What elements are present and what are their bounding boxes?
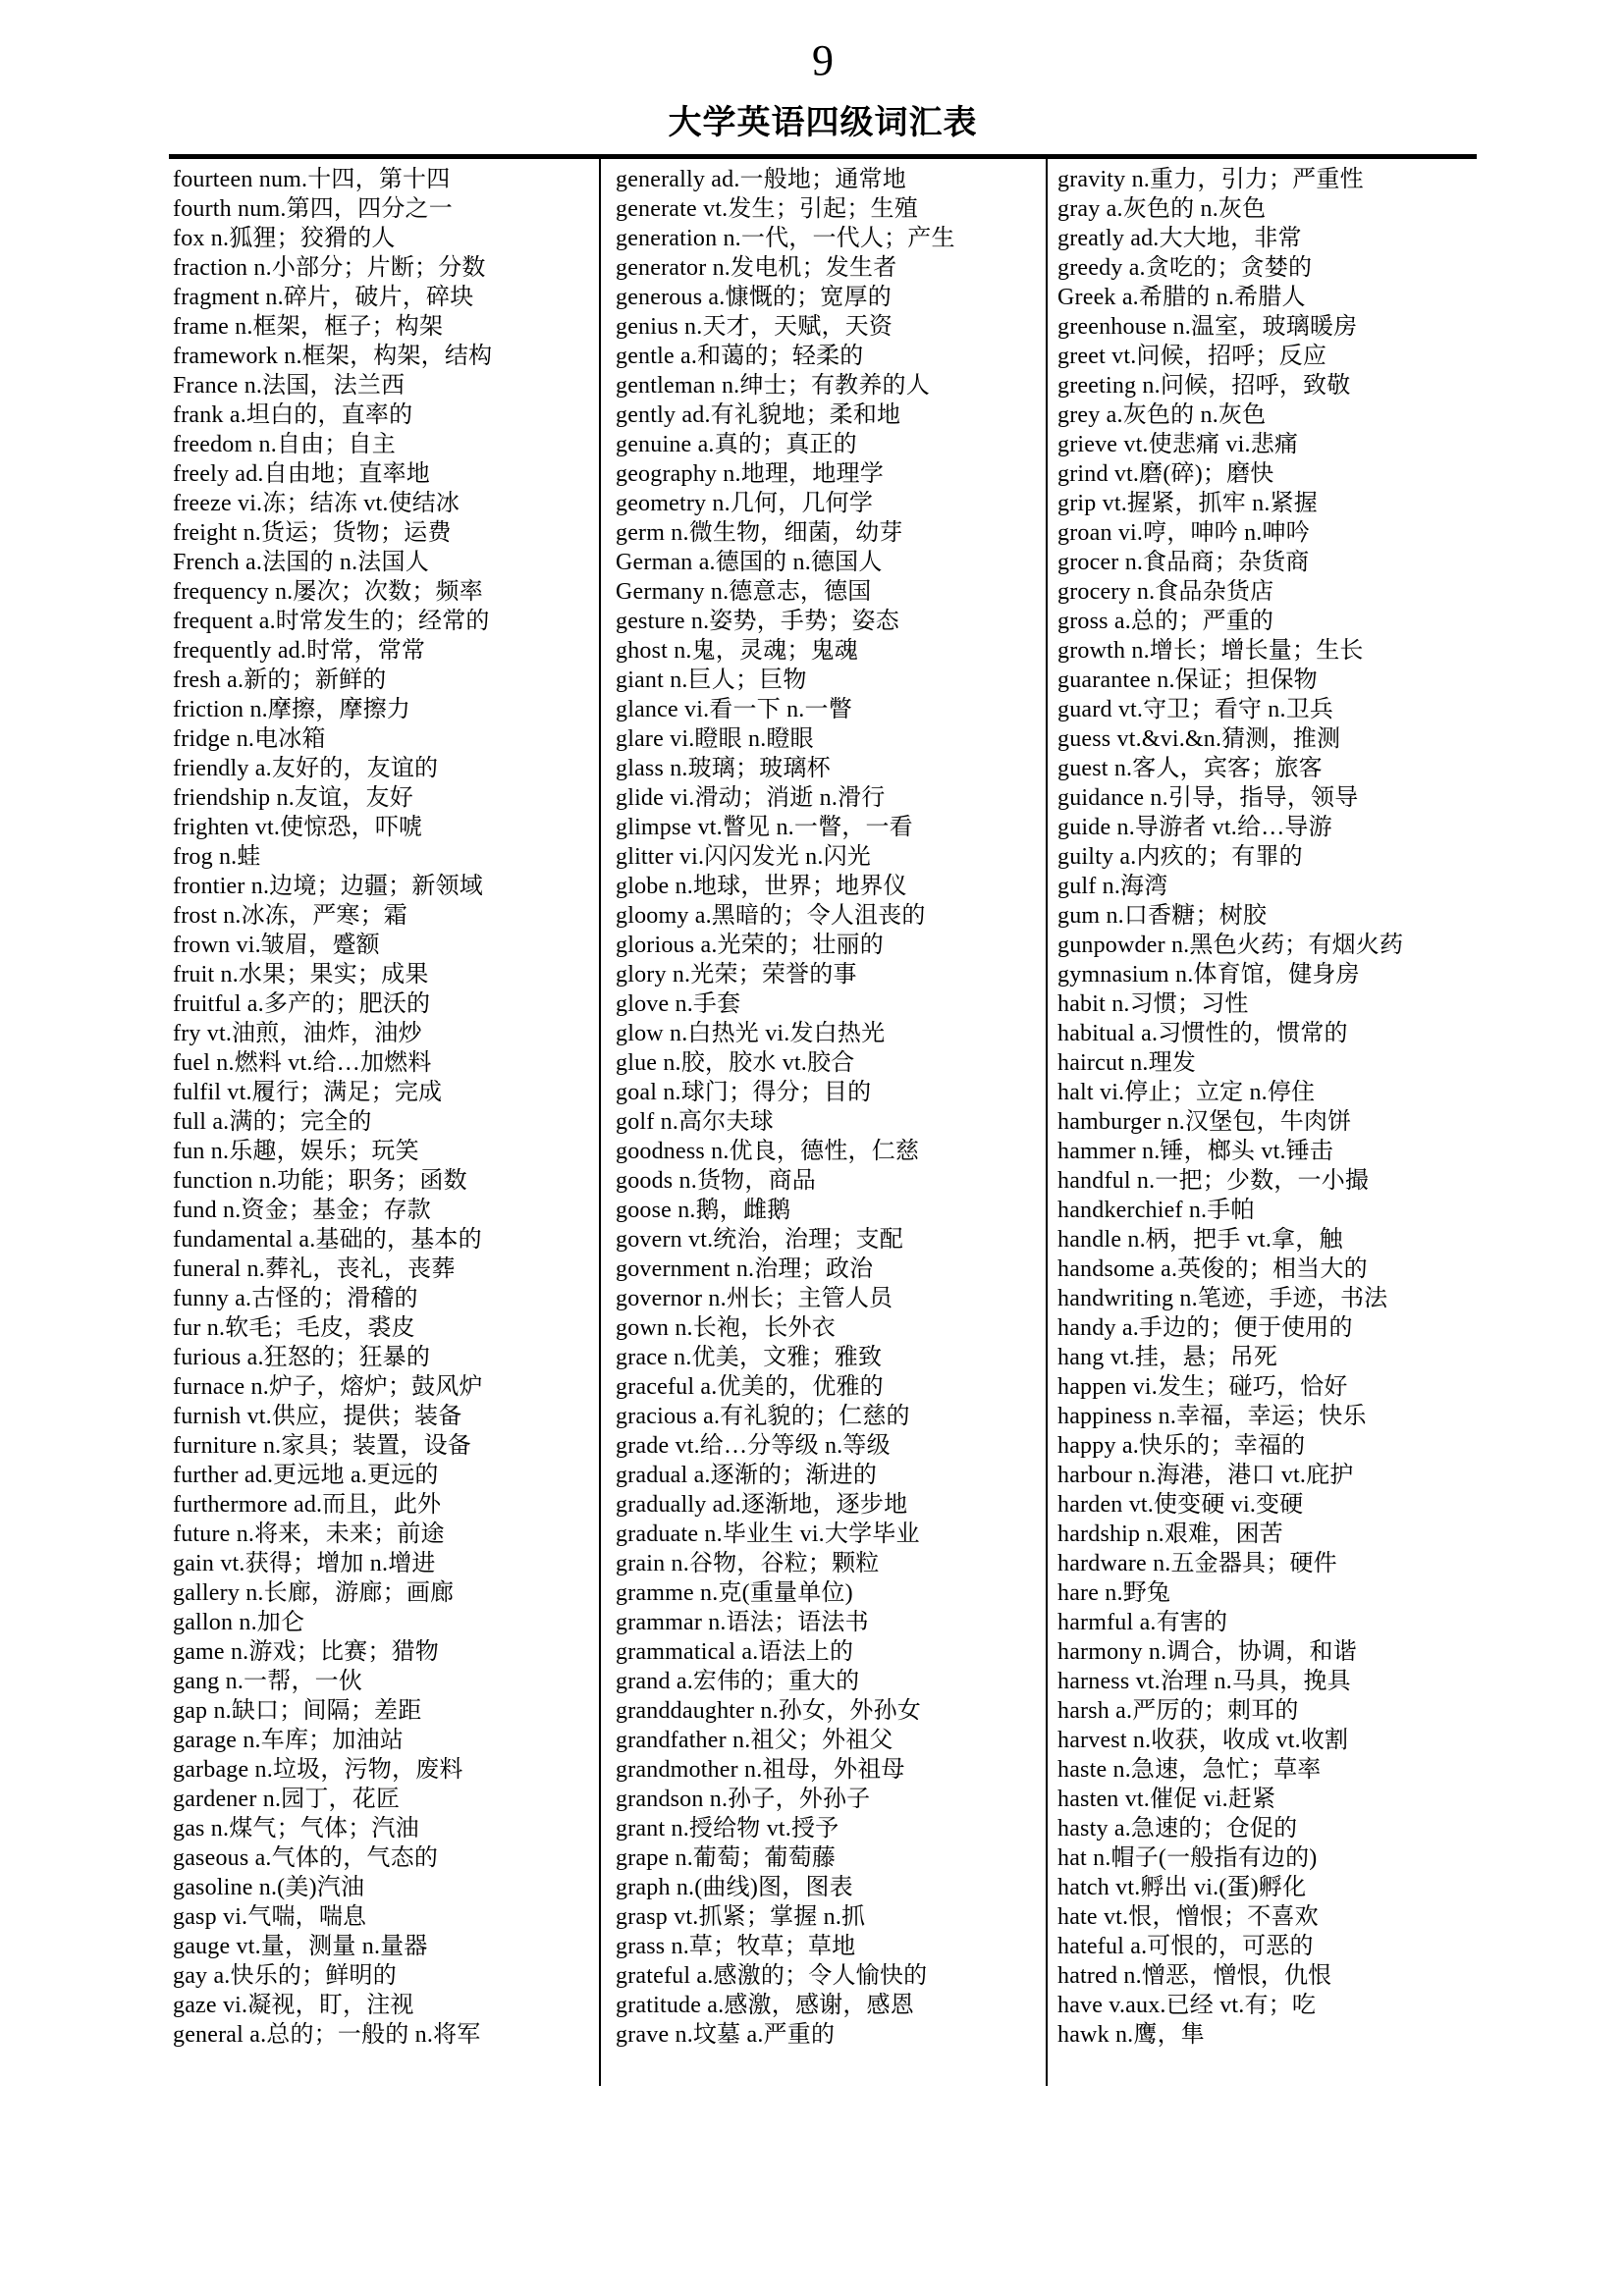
vocab-entry: gaze vi.凝视，盯，注视 [173, 1993, 414, 2018]
vocab-entry: grandmother n.祖母，外祖母 [616, 1757, 905, 1783]
vocab-entry: France n.法国，法兰西 [173, 373, 406, 399]
vocab-entry: gap n.缺口；间隔；差距 [173, 1698, 422, 1724]
vocab-entry: gown n.长袍，长外衣 [616, 1315, 836, 1341]
vocab-entry: hang vt.挂，悬；吊死 [1057, 1345, 1278, 1370]
vocab-entry: graduate n.毕业生 vi.大学毕业 [616, 1522, 920, 1547]
vocab-entry: fuel n.燃料 vt.给…加燃料 [173, 1050, 432, 1076]
vocab-entry: graceful a.优美的，优雅的 [616, 1374, 884, 1400]
vocab-entry: furthermore ad.而且，此外 [173, 1492, 442, 1518]
vocab-entry: goods n.货物，商品 [616, 1168, 816, 1194]
vocab-entry: hawk n.鹰，隼 [1057, 2022, 1205, 2048]
vocab-entry: furnish vt.供应，提供；装备 [173, 1404, 462, 1429]
vocab-entry: hate vt.恨，憎恨；不喜欢 [1057, 1904, 1319, 1930]
vocab-entry: gum n.口香糖；树胶 [1057, 903, 1268, 929]
vocab-entry: generally ad.一般地；通常地 [616, 167, 906, 192]
vocab-entry: graph n.(曲线)图，图表 [616, 1875, 853, 1900]
vocab-entry: guarantee n.保证；担保物 [1057, 667, 1318, 693]
vocab-entry: gentleman n.绅士；有教养的人 [616, 373, 930, 399]
vocab-entry: harvest n.收获，收成 vt.收割 [1057, 1728, 1349, 1753]
vocab-entry: gymnasium n.体育馆，健身房 [1057, 962, 1360, 988]
vocab-entry: glory n.光荣；荣誉的事 [616, 962, 857, 988]
vocab-entry: geography n.地理，地理学 [616, 461, 884, 487]
vocab-entry: generation n.一代，一代人；产生 [616, 226, 955, 251]
vocab-entry: frighten vt.使惊恐，吓唬 [173, 815, 423, 840]
vocab-entry: grade vt.给…分等级 n.等级 [616, 1433, 891, 1459]
vocab-entry: frequency n.屡次；次数；频率 [173, 579, 483, 605]
vocab-entry: grasp vt.抓紧；掌握 n.抓 [616, 1904, 866, 1930]
vocab-entry: handkerchief n.手帕 [1057, 1198, 1255, 1223]
vocab-entry: freeze vi.冻；结冻 vt.使结冰 [173, 491, 460, 516]
vocab-table [169, 154, 1477, 2086]
vocab-entry: furniture n.家具；装置，设备 [173, 1433, 471, 1459]
vocab-entry: guidance n.引导，指导，领导 [1057, 785, 1359, 811]
vocab-entry: fridge n.电冰箱 [173, 726, 326, 752]
vocab-entry: frog n.蛙 [173, 844, 261, 870]
vocab-entry: German a.德国的 n.德国人 [616, 550, 883, 575]
vocab-entry: Greek a.希腊的 n.希腊人 [1057, 285, 1306, 310]
vocab-entry: gross a.总的；严重的 [1057, 609, 1274, 634]
vocab-entry: fragment n.碎片，破片，碎块 [173, 285, 474, 310]
vocab-entry: goodness n.优良，德性，仁慈 [616, 1139, 920, 1164]
vocab-entry: habit n.习惯；习性 [1057, 991, 1249, 1017]
vocab-entry: French a.法国的 n.法国人 [173, 550, 429, 575]
vocab-entry: gallery n.长廊，游廊；画廊 [173, 1580, 455, 1606]
vocab-entry: guilty a.内疚的；有罪的 [1057, 844, 1303, 870]
vocab-entry: granddaughter n.孙女，外孙女 [616, 1698, 922, 1724]
vocab-entry: handful n.一把；少数，一小撮 [1057, 1168, 1370, 1194]
vocab-entry: freedom n.自由；自主 [173, 432, 396, 457]
vocab-entry: goose n.鹅，雌鹅 [616, 1198, 791, 1223]
vocab-entry: gesture n.姿势，手势；姿态 [616, 609, 899, 634]
vocab-entry: fun n.乐趣，娱乐；玩笑 [173, 1139, 419, 1164]
vocab-entry: fry vt.油煎，油炸，油炒 [173, 1021, 422, 1046]
vocab-column-1 [169, 159, 599, 2086]
vocab-entry: gracious a.有礼貌的；仁慈的 [616, 1404, 910, 1429]
vocab-entry: globe n.地球，世界；地界仪 [616, 874, 907, 899]
vocab-entry: fund n.资金；基金；存款 [173, 1198, 431, 1223]
vocab-entry: future n.将来，未来；前途 [173, 1522, 445, 1547]
vocab-column-3 [1046, 159, 1477, 2086]
vocab-entry: glue n.胶，胶水 vt.胶合 [616, 1050, 855, 1076]
vocab-entry: handsome a.英俊的；相当大的 [1057, 1256, 1368, 1282]
vocab-entry: frontier n.边境；边疆；新领域 [173, 874, 483, 899]
vocab-entry: gain vt.获得；增加 n.增进 [173, 1551, 436, 1576]
vocab-entry: goal n.球门；得分；目的 [616, 1080, 872, 1105]
vocab-entry: game n.游戏；比赛；猎物 [173, 1639, 439, 1665]
vocab-entry: grape n.葡萄；葡萄藤 [616, 1845, 837, 1871]
vocab-entry: hardware n.五金器具；硬件 [1057, 1551, 1337, 1576]
vocab-entry: hateful a.可恨的，可恶的 [1057, 1934, 1314, 1959]
vocab-entry: gardener n.园丁，花匠 [173, 1787, 401, 1812]
vocab-entry: funny a.古怪的；滑稽的 [173, 1286, 418, 1311]
vocab-entry: government n.治理；政治 [616, 1256, 874, 1282]
vocab-entry: grammar n.语法；语法书 [616, 1610, 869, 1635]
vocab-entry: general a.总的；一般的 n.将军 [173, 2022, 481, 2048]
vocab-entry: harden vt.使变硬 vi.变硬 [1057, 1492, 1304, 1518]
vocab-entry: gravity n.重力，引力；严重性 [1057, 167, 1364, 192]
vocab-entry: frost n.冰冻，严寒；霜 [173, 903, 407, 929]
vocab-entry: guest n.客人，宾客；旅客 [1057, 756, 1323, 781]
vocab-entry: grand a.宏伟的；重大的 [616, 1669, 860, 1694]
vocab-entry: freight n.货运；货物；运费 [173, 520, 452, 546]
vocab-entry: grind vt.磨(碎)；磨快 [1057, 461, 1274, 487]
vocab-entry: grandson n.孙子，外孙子 [616, 1787, 871, 1812]
vocab-entry: harsh a.严厉的；刺耳的 [1057, 1698, 1299, 1724]
vocab-entry: grant n.授给物 vt.授予 [616, 1816, 839, 1842]
vocab-entry: fourth num.第四，四分之一 [173, 196, 453, 222]
vocab-entry: happy a.快乐的；幸福的 [1057, 1433, 1306, 1459]
vocab-entry: grieve vt.使悲痛 vi.悲痛 [1057, 432, 1299, 457]
vocab-entry: hardship n.艰难，困苦 [1057, 1522, 1283, 1547]
vocab-entry: groan vi.哼，呻吟 n.呻吟 [1057, 520, 1310, 546]
vocab-entry: gradual a.逐渐的；渐进的 [616, 1463, 878, 1488]
vocab-entry: frequent a.时常发生的；经常的 [173, 609, 490, 634]
vocab-entry: hatred n.憎恶，憎恨，仇恨 [1057, 1963, 1332, 1989]
vocab-entry: greenhouse n.温室，玻璃暖房 [1057, 314, 1358, 340]
page-number: 9 [812, 36, 834, 84]
vocab-entry: habitual a.习惯性的，惯常的 [1057, 1021, 1348, 1046]
vocab-entry: Germany n.德意志，德国 [616, 579, 872, 605]
vocab-entry: grain n.谷物，谷粒；颗粒 [616, 1551, 880, 1576]
vocab-entry: glorious a.光荣的；壮丽的 [616, 933, 884, 958]
vocab-entry: grandfather n.祖父；外祖父 [616, 1728, 893, 1753]
vocab-entry: hatch vt.孵出 vi.(蛋)孵化 [1057, 1875, 1307, 1900]
vocab-entry: gratitude a.感激，感谢，感恩 [616, 1993, 914, 2018]
vocab-entry: friendly a.友好的，友谊的 [173, 756, 439, 781]
vocab-entry: frame n.框架，框子；构架 [173, 314, 444, 340]
vocab-entry: frown vi.皱眉，蹙额 [173, 933, 380, 958]
vocab-entry: hasty a.急速的；仓促的 [1057, 1816, 1298, 1842]
vocab-entry: gunpowder n.黑色火药；有烟火药 [1057, 933, 1404, 958]
vocab-entry: fresh a.新的；新鲜的 [173, 667, 387, 693]
vocab-entry: gloomy a.黑暗的；令人沮丧的 [616, 903, 926, 929]
vocab-entry: giant n.巨人；巨物 [616, 667, 807, 693]
vocab-entry: happen vi.发生；碰巧，恰好 [1057, 1374, 1348, 1400]
vocab-entry: full a.满的；完全的 [173, 1109, 372, 1135]
vocab-entry: gray a.灰色的 n.灰色 [1057, 196, 1267, 222]
vocab-entry: gang n.一帮，一伙 [173, 1669, 363, 1694]
vocab-entry: grace n.优美，文雅；雅致 [616, 1345, 883, 1370]
vocab-entry: germ n.微生物，细菌，幼芽 [616, 520, 903, 546]
vocab-entry: grammatical a.语法上的 [616, 1639, 854, 1665]
vocab-entry: fundamental a.基础的，基本的 [173, 1227, 482, 1253]
vocab-entry: golf n.高尔夫球 [616, 1109, 774, 1135]
vocab-entry: glove n.手套 [616, 991, 741, 1017]
vocab-entry: glare vi.瞪眼 n.瞪眼 [616, 726, 814, 752]
vocab-entry: gently ad.有礼貌地；柔和地 [616, 402, 901, 428]
vocab-entry: gay a.快乐的；鲜明的 [173, 1963, 397, 1989]
vocab-entry: furious a.狂怒的；狂暴的 [173, 1345, 431, 1370]
vocab-entry: garbage n.垃圾，污物，废料 [173, 1757, 463, 1783]
vocab-entry: generous a.慷慨的；宽厚的 [616, 285, 892, 310]
vocab-entry: glitter vi.闪闪发光 n.闪光 [616, 844, 871, 870]
vocab-entry: gradually ad.逐渐地，逐步地 [616, 1492, 908, 1518]
vocab-entry: generate vt.发生；引起；生殖 [616, 196, 918, 222]
vocab-entry: hare n.野兔 [1057, 1580, 1171, 1606]
vocab-entry: grocery n.食品杂货店 [1057, 579, 1274, 605]
vocab-entry: ghost n.鬼，灵魂；鬼魂 [616, 638, 859, 664]
vocab-entry: guide n.导游者 vt.给…导游 [1057, 815, 1332, 840]
vocab-entry: handwriting n.笔迹，手迹，书法 [1057, 1286, 1388, 1311]
vocab-entry: hasten vt.催促 vi.赶紧 [1057, 1787, 1276, 1812]
vocab-entry: greedy a.贪吃的；贪婪的 [1057, 255, 1313, 281]
vocab-entry: geometry n.几何，几何学 [616, 491, 874, 516]
vocab-entry: gauge vt.量，测量 n.量器 [173, 1934, 428, 1959]
vocab-entry: glide vi.滑动；消逝 n.滑行 [616, 785, 886, 811]
vocab-column-2 [599, 159, 1046, 2086]
vocab-entry: grocer n.食品商；杂货商 [1057, 550, 1310, 575]
vocab-entry: gulf n.海湾 [1057, 874, 1168, 899]
vocab-entry: fruit n.水果；果实；成果 [173, 962, 429, 988]
vocab-entry: freely ad.自由地；直率地 [173, 461, 431, 487]
vocab-entry: furnace n.炉子，熔炉；鼓风炉 [173, 1374, 483, 1400]
vocab-entry: gas n.煤气；气体；汽油 [173, 1816, 419, 1842]
vocab-entry: glimpse vt.瞥见 n.一瞥，一看 [616, 815, 913, 840]
vocab-entry: fraction n.小部分；片断；分数 [173, 255, 486, 281]
vocab-entry: harmful a.有害的 [1057, 1610, 1228, 1635]
vocab-entry: harmony n.调合，协调，和谐 [1057, 1639, 1357, 1665]
vocab-entry: gaseous a.气体的，气态的 [173, 1845, 439, 1871]
vocab-entry: framework n.框架，构架，结构 [173, 344, 493, 369]
vocab-entry: hat n.帽子(一般指有边的) [1057, 1845, 1318, 1871]
vocab-entry: grateful a.感激的；令人愉快的 [616, 1963, 928, 1989]
page-title: 大学英语四级词汇表 [668, 105, 978, 141]
vocab-entry: fox n.狐狸；狡猾的人 [173, 226, 396, 251]
vocab-entry: genuine a.真的；真正的 [616, 432, 857, 457]
vocab-entry: function n.功能；职务；函数 [173, 1168, 467, 1194]
vocab-entry: handy a.手边的；便于使用的 [1057, 1315, 1353, 1341]
vocab-entry: guard vt.守卫；看守 n.卫兵 [1057, 697, 1334, 722]
vocab-entry: gasoline n.(美)汽油 [173, 1875, 365, 1900]
vocab-entry: glass n.玻璃；玻璃杯 [616, 756, 831, 781]
vocab-entry: have v.aux.已经 vt.有；吃 [1057, 1993, 1317, 2018]
vocab-entry: gallon n.加仑 [173, 1610, 305, 1635]
vocab-entry: friction n.摩擦，摩擦力 [173, 697, 411, 722]
vocab-entry: grip vt.握紧，抓牢 n.紧握 [1057, 491, 1318, 516]
vocab-entry: glance vi.看一下 n.一瞥 [616, 697, 852, 722]
vocab-entry: fur n.软毛；毛皮，裘皮 [173, 1315, 415, 1341]
vocab-entry: hammer n.锤，榔头 vt.锤击 [1057, 1139, 1334, 1164]
vocab-entry: fruitful a.多产的；肥沃的 [173, 991, 431, 1017]
vocab-entry: growth n.增长；增长量；生长 [1057, 638, 1364, 664]
vocab-entry: govern vt.统治，治理；支配 [616, 1227, 903, 1253]
vocab-entry: haste n.急速，急忙；草率 [1057, 1757, 1322, 1783]
vocab-entry: grass n.草；牧草；草地 [616, 1934, 856, 1959]
vocab-entry: further ad.更远地 a.更远的 [173, 1463, 439, 1488]
vocab-entry: grave n.坟墓 a.严重的 [616, 2022, 836, 2048]
vocab-entry: friendship n.友谊，友好 [173, 785, 413, 811]
vocab-entry: greet vt.问候，招呼；反应 [1057, 344, 1327, 369]
vocab-entry: greatly ad.大大地，非常 [1057, 226, 1302, 251]
vocab-entry: gentle a.和蔼的；轻柔的 [616, 344, 864, 369]
vocab-entry: glow n.白热光 vi.发白热光 [616, 1021, 886, 1046]
vocab-entry: guess vt.&vi.&n.猜测，推测 [1057, 726, 1341, 752]
vocab-entry: frequently ad.时常，常常 [173, 638, 426, 664]
vocab-entry: greeting n.问候，招呼，致敬 [1057, 373, 1351, 399]
vocab-entry: haircut n.理发 [1057, 1050, 1197, 1076]
vocab-entry: fulfil vt.履行；满足；完成 [173, 1080, 443, 1105]
vocab-entry: grey a.灰色的 n.灰色 [1057, 402, 1267, 428]
vocab-entry: funeral n.葬礼，丧礼，丧葬 [173, 1256, 456, 1282]
vocab-entry: fourteen num.十四，第十四 [173, 167, 451, 192]
vocab-entry: halt vi.停止；立定 n.停住 [1057, 1080, 1316, 1105]
vocab-entry: governor n.州长；主管人员 [616, 1286, 893, 1311]
vocab-entry: gasp vi.气喘，喘息 [173, 1904, 367, 1930]
vocab-entry: hamburger n.汉堡包，牛肉饼 [1057, 1109, 1352, 1135]
vocab-entry: handle n.柄，把手 vt.拿，触 [1057, 1227, 1343, 1253]
vocab-entry: gramme n.克(重量单位) [616, 1580, 853, 1606]
vocab-entry: garage n.车库；加油站 [173, 1728, 404, 1753]
vocab-entry: genius n.天才，天赋，天资 [616, 314, 893, 340]
vocab-entry: harness vt.治理 n.马具，挽具 [1057, 1669, 1351, 1694]
vocab-entry: frank a.坦白的，直率的 [173, 402, 413, 428]
vocab-entry: happiness n.幸福，幸运；快乐 [1057, 1404, 1367, 1429]
vocab-entry: generator n.发电机；发生者 [616, 255, 897, 281]
vocab-entry: harbour n.海港，港口 vt.庇护 [1057, 1463, 1354, 1488]
